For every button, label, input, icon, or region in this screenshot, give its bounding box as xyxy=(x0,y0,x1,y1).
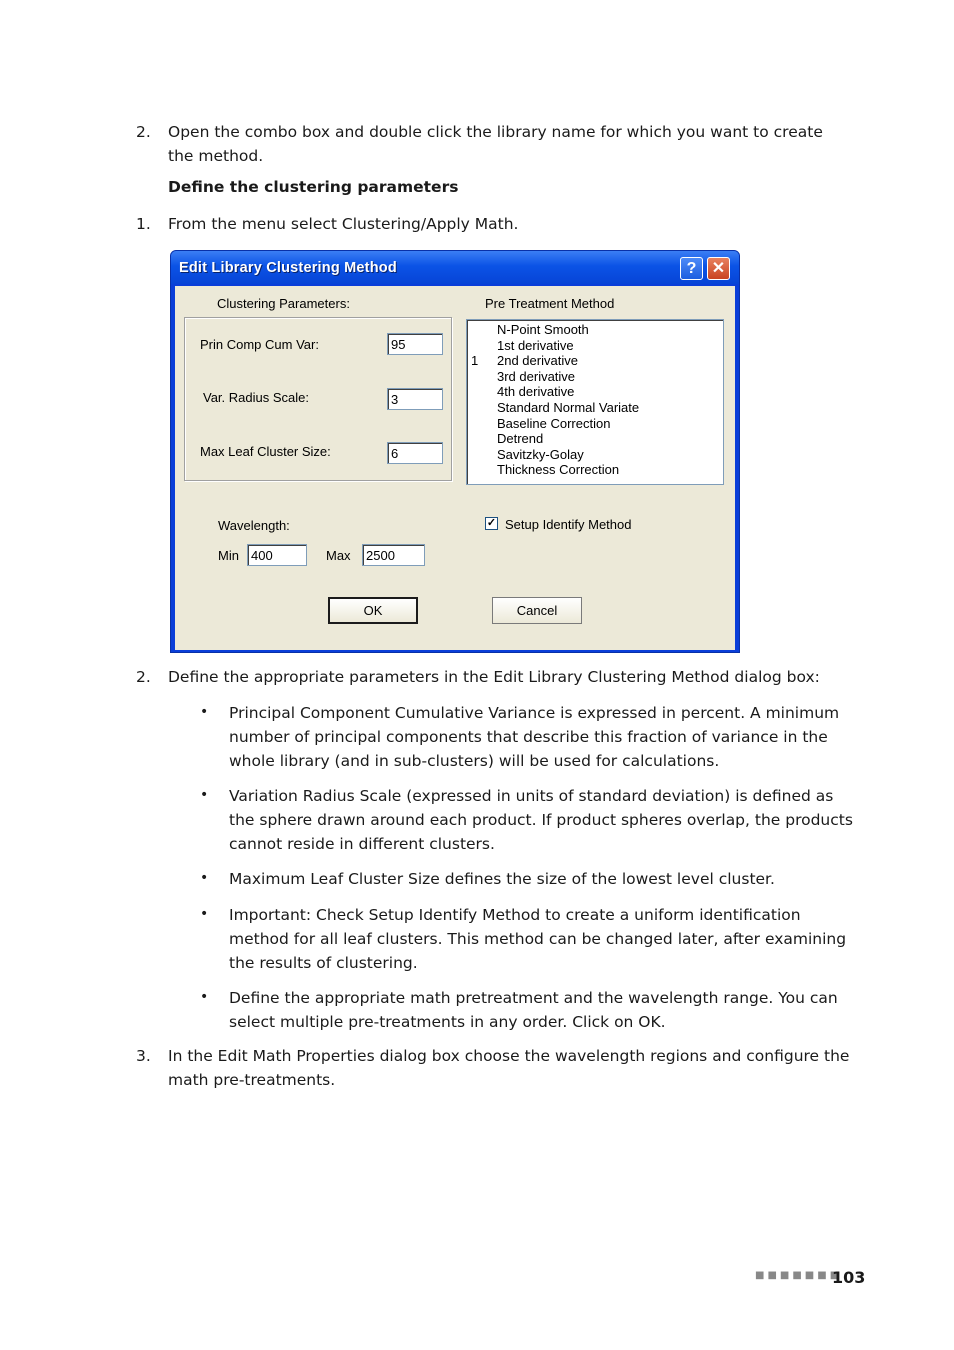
dialog-titlebar[interactable] xyxy=(171,251,739,284)
dialog-title: Edit Library Clustering Method xyxy=(179,260,397,276)
step-text: Open the combo box and double click the library name for which you want to create the method. xyxy=(168,123,823,165)
bullet-icon: • xyxy=(200,906,209,922)
prin-comp-input[interactable]: 95 xyxy=(387,333,443,355)
list-item-label: 2nd derivative xyxy=(497,353,578,369)
close-icon: ✕ xyxy=(711,260,726,277)
var-radius-input[interactable]: 3 xyxy=(387,388,443,410)
step-number: 2. xyxy=(136,123,151,141)
step-number: 2. xyxy=(136,668,151,686)
list-item-label: Savitzky-Golay xyxy=(497,446,584,462)
wavelength-label: Wavelength: xyxy=(218,518,290,533)
min-wavelength-input[interactable]: 400 xyxy=(247,544,307,566)
ok-button[interactable]: OK xyxy=(328,597,418,624)
list-item-label: N-Point Smooth xyxy=(497,322,589,337)
footer-dots: ■■■■■■■ xyxy=(755,1270,843,1281)
list-item-label: 1st derivative xyxy=(497,337,574,353)
prin-comp-label: Prin Comp Cum Var: xyxy=(200,337,319,352)
help-button[interactable] xyxy=(680,257,703,280)
cancel-button[interactable]: Cancel xyxy=(492,597,582,624)
bullet-item: Important: Check Setup Identify Method to create a uniform identification method for all leaf clusters. This method can be changed later, after examining the results of clustering. xyxy=(229,906,847,972)
clustering-parameters-label: Clustering Parameters: xyxy=(217,296,350,311)
list-item-label: 4th derivative xyxy=(497,384,575,400)
bullet-item: Variation Radius Scale (expressed in units of standard deviation) is defined as the sphere drawn around each product. If product spheres overlap, the products cannot reside in different clusters. xyxy=(229,787,853,853)
list-item-label: Standard Normal Variate xyxy=(497,400,640,415)
max-wavelength-input[interactable]: 2500 xyxy=(362,544,425,566)
list-item-label: Baseline Correction xyxy=(497,415,611,431)
bullet-icon: • xyxy=(200,870,209,886)
max-leaf-label: Max Leaf Cluster Size: xyxy=(200,444,331,459)
var-radius-label: Var. Radius Scale: xyxy=(203,390,309,405)
pretreatment-method-label: Pre Treatment Method xyxy=(485,296,615,311)
list-item-label: 3rd derivative xyxy=(497,368,576,384)
bullet-icon: • xyxy=(200,704,209,720)
setup-identify-checkbox[interactable]: ✓ xyxy=(486,517,497,529)
step-text: Define the appropriate parameters in the Edit Library Clustering Method dialog box: xyxy=(168,668,820,686)
step-text: From the menu select Clustering/Apply Math. xyxy=(168,215,519,233)
bullet-item: Principal Component Cumulative Variance is expressed in percent. A minimum number of principal components that describe this fraction of variance in the whole library (and in sub-clusters) will be used for calculations. xyxy=(229,704,840,770)
list-item-label: Thickness Correction xyxy=(497,462,620,478)
step-number: 3. xyxy=(136,1047,151,1065)
help-icon: ? xyxy=(686,260,697,277)
bullet-icon: • xyxy=(200,787,209,803)
bullet-icon: • xyxy=(200,989,209,1005)
setup-identify-label[interactable]: Setup Identify Method xyxy=(505,517,632,532)
max-leaf-input[interactable]: 6 xyxy=(387,442,443,464)
section-heading: Define the clustering parameters xyxy=(168,178,459,196)
max-label: Max xyxy=(326,548,351,563)
close-button[interactable] xyxy=(707,257,730,280)
list-item-label: Detrend xyxy=(497,431,544,447)
bullet-item: Maximum Leaf Cluster Size defines the size of the lowest level cluster. xyxy=(229,870,775,888)
pretreatment-listbox[interactable] xyxy=(466,319,724,485)
list-item-order: 1 xyxy=(471,353,479,369)
page-number: 103 xyxy=(832,1268,866,1287)
dialog-client-area xyxy=(175,286,735,650)
step-text: In the Edit Math Properties dialog box choose the wavelength regions and configure the math pre-treatments. xyxy=(168,1047,850,1089)
step-number: 1. xyxy=(136,215,151,233)
edit-library-clustering-dialog xyxy=(170,250,740,653)
min-label: Min xyxy=(218,548,239,563)
bullet-item: Define the appropriate math pretreatment and the wavelength range. You can select multiple pre-treatments in any order. Click on OK. xyxy=(229,989,838,1031)
